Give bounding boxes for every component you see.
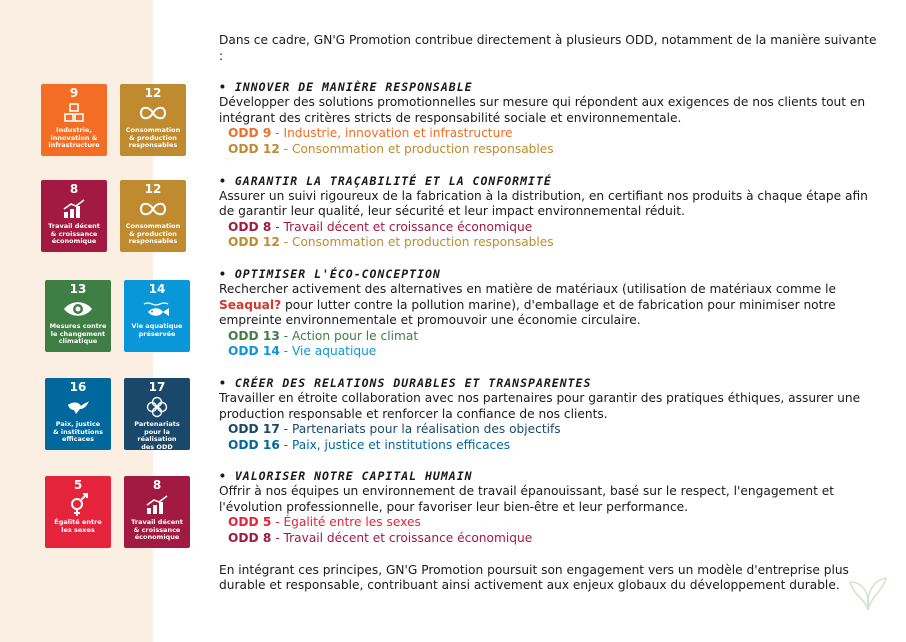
odd-line xyxy=(228,235,879,251)
section-optimiser xyxy=(219,267,879,360)
fish-icon xyxy=(143,298,171,320)
section-body: Travailler en étroite collaboration avec nos partenaires pour garantir des pratiques éthiques, assurer une production responsable et renforcer la confiance de nos clients. xyxy=(219,390,861,421)
sdg-tile-17 xyxy=(124,378,190,450)
odd-line xyxy=(228,531,879,547)
odd-line xyxy=(228,142,879,158)
gender-icon xyxy=(67,494,89,516)
seaqual-highlight: Seaqual? xyxy=(219,297,282,312)
section-innover xyxy=(219,80,879,157)
cubes-icon xyxy=(63,102,85,124)
odd-code: ODD 5 xyxy=(228,515,272,530)
rings-icon xyxy=(146,396,168,418)
section-heading: • GARANTIR LA TRAÇABILITÉ ET LA CONFORMITÉ xyxy=(219,173,552,188)
sdg-tile-14 xyxy=(124,280,190,352)
body-text-before: Rechercher activement des alternatives en matière de matériaux (utilisation de matériaux comme le xyxy=(219,281,836,296)
odd-code: ODD 9 xyxy=(228,126,272,141)
odd-text: - Travail décent et croissance économique xyxy=(271,219,533,234)
odd-code: ODD 14 xyxy=(228,344,280,359)
eye-globe-icon xyxy=(63,298,93,320)
body-text-after: pour lutter contre la pollution marine), d'emballage et de fabrication pour minimiser notre empreinte environnementale et promouvoir une économie circulaire. xyxy=(219,297,836,328)
tile-number: 14 xyxy=(148,282,166,296)
section-heading: • VALORISER NOTRE CAPITAL HUMAIN xyxy=(219,469,473,484)
sdg-tile-9 xyxy=(41,84,107,156)
odd-text: - Vie aquatique xyxy=(279,344,377,359)
growth-chart-icon xyxy=(62,198,86,220)
dove-gavel-icon xyxy=(65,396,91,418)
odd-text: - Égalité entre les sexes xyxy=(271,515,421,530)
odd-text: - Partenariats pour la réalisation des objectifs xyxy=(279,422,561,437)
tile-label: Travail décent & croissance économique xyxy=(131,518,183,541)
odd-text: - Consommation et production responsables xyxy=(279,141,554,156)
odd-text: - Action pour le climat xyxy=(279,328,419,343)
sdg-tile-13 xyxy=(45,280,111,352)
odd-code: ODD 8 xyxy=(228,219,272,234)
odd-code: ODD 12 xyxy=(228,141,280,156)
tile-label: Consommation & production responsables xyxy=(125,126,181,149)
section-body: Développer des solutions promotionnelles sur mesure qui répondent aux exigences de nos clients tout en intégrant des critères stricts de responsabilité sociale et environnementale. xyxy=(219,95,866,125)
tile-label: Partenariats pour la réalisation des ODD xyxy=(134,420,180,451)
sdg-tile-8 xyxy=(124,476,190,548)
odd-line xyxy=(228,438,879,454)
odd-line xyxy=(228,515,879,531)
section-body: Offrir à nos équipes un environnement de travail épanouissant, basé sur le respect, l'engagement et l'évolution professionnelle, pour favoriser leur bien-être et leur performance. xyxy=(219,484,835,514)
odd-code: ODD 16 xyxy=(228,437,280,452)
odd-code: ODD 13 xyxy=(228,328,280,343)
tile-label: Consommation & production responsables xyxy=(125,222,181,245)
sdg-tile-5 xyxy=(45,476,111,548)
odd-line xyxy=(228,126,879,142)
leaf-icon xyxy=(846,570,890,614)
tile-number: 17 xyxy=(148,380,166,394)
section-body: Assurer un suivi rigoureux de la fabrication à la distribution, en certifiant nos produits à chaque étape afin de garantir leur qualité, leur sécurité et leur impact environnemental réduit. xyxy=(219,188,868,219)
outro-paragraph: En intégrant ces principes, GN'G Promotion poursuit son engagement vers un modèle d'entreprise plus durable et responsable, contribuant ainsi activement aux enjeux globaux du développement durable. xyxy=(219,562,849,593)
tile-number: 12 xyxy=(144,182,162,196)
tile-label: Paix, justice & institutions efficaces xyxy=(52,420,104,443)
tile-number: 9 xyxy=(69,86,79,100)
section-heading: • INNOVER DE MANIÈRE RESPONSABLE xyxy=(219,80,473,95)
odd-text: - Travail décent et croissance économique xyxy=(271,531,533,546)
section-valoriser xyxy=(219,469,879,546)
tile-number: 5 xyxy=(73,478,83,492)
section-creer xyxy=(219,376,879,453)
tile-label: Industrie, innovation & infrastructure xyxy=(48,126,100,149)
infinity-icon xyxy=(139,198,167,220)
section-heading: • CRÉER DES RELATIONS DURABLES ET TRANSPARENTES xyxy=(219,375,592,390)
odd-line xyxy=(228,344,879,360)
tile-label: Mesures contre le changement climatique xyxy=(49,322,107,345)
odd-code: ODD 17 xyxy=(228,422,280,437)
tile-number: 16 xyxy=(69,380,87,394)
sdg-tile-16 xyxy=(45,378,111,450)
growth-chart-icon xyxy=(145,494,169,516)
section-body xyxy=(219,282,879,329)
intro-paragraph: Dans ce cadre, GN'G Promotion contribue directement à plusieurs ODD, notamment de la manière suivante : xyxy=(219,33,877,63)
sdg-tile-12 xyxy=(120,180,186,252)
tile-label: Vie aquatique préservée xyxy=(131,322,183,338)
section-garantir xyxy=(219,174,879,251)
sdg-tile-12 xyxy=(120,84,186,156)
odd-line xyxy=(228,422,879,438)
tile-label: Travail décent & croissance économique xyxy=(48,222,100,245)
tile-label: Égalité entre les sexes xyxy=(54,518,102,534)
odd-code: ODD 12 xyxy=(228,235,280,250)
tile-number: 8 xyxy=(152,478,162,492)
odd-line xyxy=(228,220,879,236)
tile-number: 8 xyxy=(69,182,79,196)
odd-line xyxy=(228,329,879,345)
tile-number: 13 xyxy=(69,282,87,296)
odd-text: - Industrie, innovation et infrastructure xyxy=(271,126,513,141)
odd-text: - Consommation et production responsables xyxy=(279,235,554,250)
infinity-icon xyxy=(139,102,167,124)
main-content xyxy=(219,33,879,594)
sdg-tile-8 xyxy=(41,180,107,252)
section-heading: • OPTIMISER L'ÉCO-CONCEPTION xyxy=(219,266,441,281)
tile-number: 12 xyxy=(144,86,162,100)
odd-code: ODD 8 xyxy=(228,531,272,546)
odd-text: - Paix, justice et institutions efficaces xyxy=(279,437,511,452)
